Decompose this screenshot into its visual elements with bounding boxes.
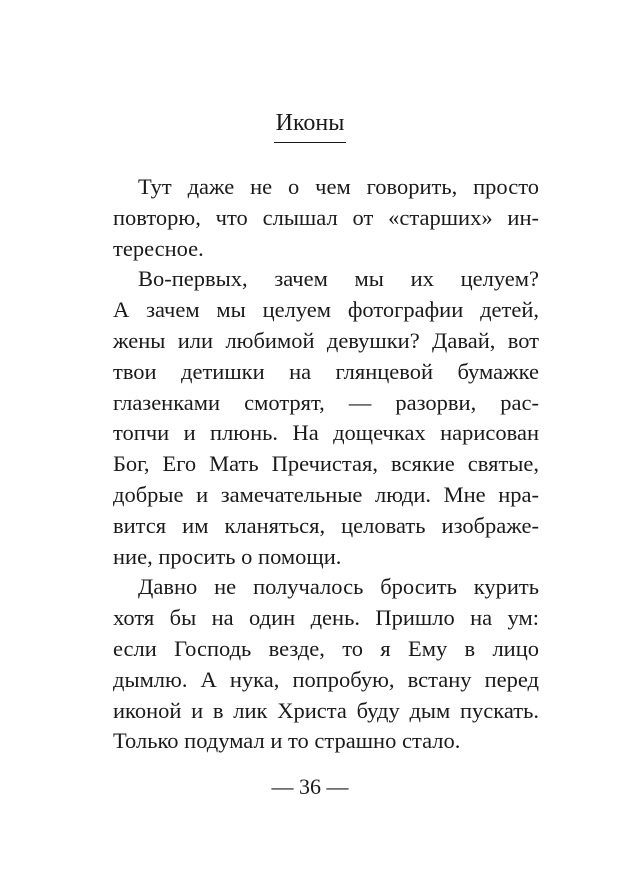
- text-line: Во-первых, зачем мы их целуем?: [138, 266, 539, 292]
- paragraph-3: [113, 572, 539, 757]
- text-line: А зачем мы целуем фотографии детей,: [113, 297, 539, 323]
- text-line: твои детишки на глянцевой бумажке: [113, 358, 539, 384]
- text-line: Бог, Его Мать Пречистая, всякие святые,: [113, 451, 539, 477]
- text-line: тересное.: [113, 235, 204, 261]
- text-line: жены или любимой девушки? Давай, вот: [113, 327, 539, 353]
- paragraph-1: [113, 172, 539, 264]
- text-line: вится им кланяться, целовать изображе-: [113, 512, 539, 538]
- text-line: повторю, что слышал от «старших» ин-: [113, 204, 539, 230]
- text-line: дымлю. А нука, попробую, встану перед: [113, 666, 539, 692]
- paragraph-2: [113, 264, 539, 572]
- chapter-title: [0, 108, 620, 143]
- chapter-title-text: Иконы: [274, 108, 347, 143]
- text-line: топчи и плюнь. На дощечках нарисован: [113, 420, 539, 446]
- text-line: хотя бы на один день. Пришло на ум:: [113, 605, 539, 631]
- text-line: Давно не получалось бросить курить: [138, 574, 539, 600]
- text-line: иконой и в лик Христа буду дым пускать.: [113, 697, 539, 723]
- text-line: Тут даже не о чем говорить, просто: [138, 174, 539, 199]
- text-line: добрые и замечательные люди. Мне нра-: [113, 481, 539, 507]
- text-line: если Господь везде, то я Ему в лицо: [113, 635, 539, 661]
- text-line: глазенками смотрят, — разорви, рас-: [113, 389, 539, 415]
- text-line: Только подумал и то страшно стало.: [113, 728, 461, 754]
- body-text: [113, 172, 539, 757]
- text-line: ние, просить о помощи.: [113, 543, 342, 569]
- page-number: — 36 —: [271, 774, 349, 799]
